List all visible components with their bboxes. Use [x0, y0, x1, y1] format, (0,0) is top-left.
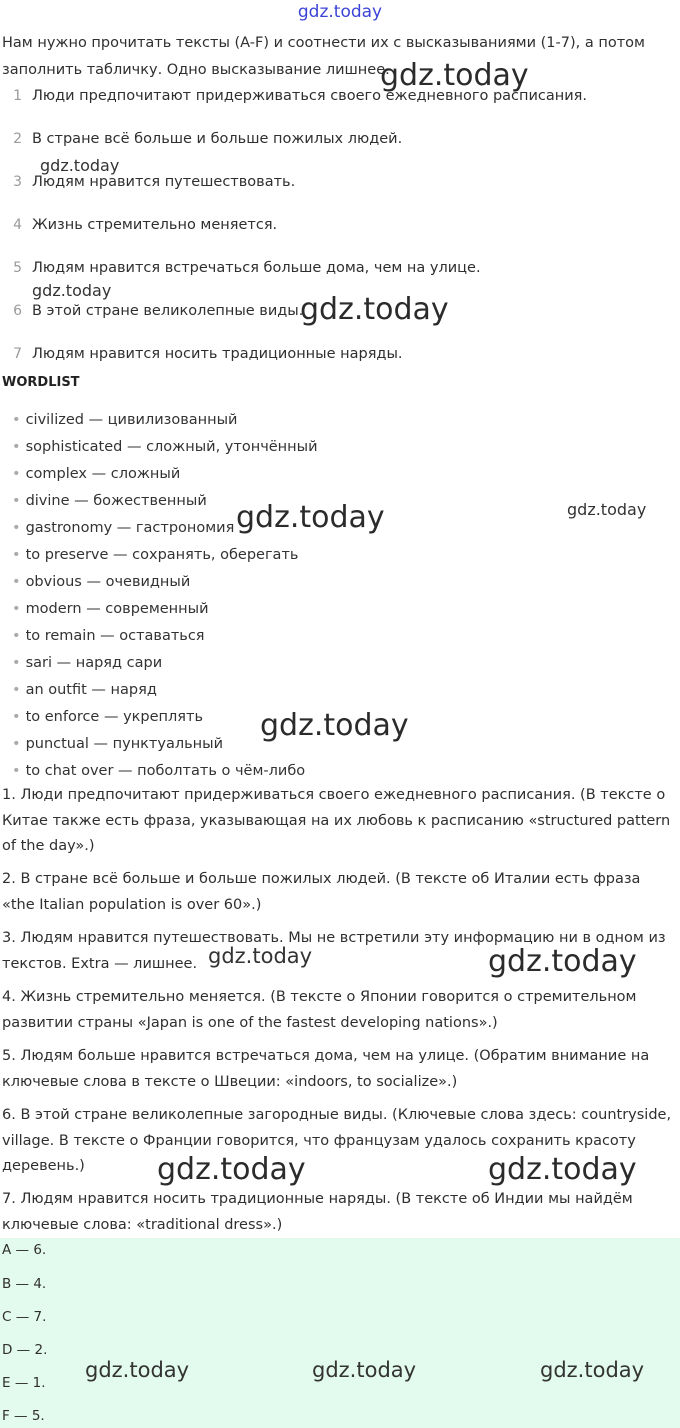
bullet-icon: •	[12, 655, 21, 671]
watermark: gdz.today	[488, 1152, 637, 1187]
wordlist-item: • divine — божественный	[12, 493, 207, 509]
wordlist-item: • gastronomy — гастрономия	[12, 520, 235, 536]
answer-paragraph: 6. В этой стране великолепные загородные виды. (Ключевые слова здесь: countryside, village. В тексте о Франции говорится, что французам удалось сохранить красоту деревень.)	[2, 1107, 672, 1174]
watermark: gdz.today	[488, 944, 637, 979]
wordlist-item: • punctual — пунктуальный	[12, 736, 224, 752]
answer-paragraph: 3. Людям нравится путешествовать. Мы не встретили эту информацию ни в одном из текстов. Extra — лишнее.	[2, 930, 666, 972]
answer-paragraph: 4. Жизнь стремительно меняется. (В тексте о Японии говорится о стремительном развитии страны «Japan is one of the fastest developing nations».)	[2, 989, 637, 1031]
answer-key-item: B — 4.	[2, 1276, 47, 1292]
wordlist-item: • sophisticated — сложный, утончённый	[12, 439, 318, 455]
wordlist-item: • civilized — цивилизованный	[12, 412, 238, 428]
wordlist-item: • obvious — очевидный	[12, 574, 191, 590]
answer-paragraph: 5. Людям больше нравится встречаться дома, чем на улице. (Обратим внимание на ключевые слова в тексте о Швеции: «indoors, to socialize».)	[2, 1048, 650, 1090]
wordlist-title: WORDLIST	[2, 375, 80, 390]
bullet-icon: •	[12, 439, 21, 455]
watermark: gdz.today	[85, 1358, 190, 1382]
bullet-icon: •	[12, 736, 21, 752]
wordlist-item: • to enforce — укреплять	[12, 709, 203, 725]
bullet-icon: •	[12, 574, 21, 590]
answer-key-item: A — 6.	[2, 1242, 47, 1258]
statement-number: 5	[13, 260, 22, 276]
statement-number: 3	[13, 174, 22, 190]
answer-key-item: F — 5.	[2, 1408, 45, 1424]
bullet-icon: •	[12, 412, 21, 428]
bullet-icon: •	[12, 493, 21, 509]
bullet-icon: •	[12, 682, 21, 698]
answer-key-item: C — 7.	[2, 1309, 47, 1325]
watermark: gdz.today	[380, 58, 529, 93]
answer-key-item: D — 2.	[2, 1342, 48, 1358]
statement-text: Люди предпочитают придерживаться своего ежедневного расписания.	[32, 88, 588, 104]
bullet-icon: •	[12, 763, 21, 779]
statement-number: 1	[13, 88, 22, 104]
header-watermark: gdz.today	[297, 2, 383, 22]
statement-number: 2	[13, 131, 22, 147]
wordlist-item: • sari — наряд сари	[12, 655, 163, 671]
task-intro: Нам нужно прочитать тексты (A-F) и соотнести их с высказываниями (1-7), а потом заполнить табличку. Одно высказывание лишнее.	[2, 35, 645, 78]
statement-number: 7	[13, 346, 22, 362]
watermark: gdz.today	[236, 500, 385, 535]
watermark: gdz.today	[157, 1152, 306, 1187]
watermark: gdz.today	[540, 1358, 645, 1382]
wordlist-item: • to chat over — поболтать о чём-либо	[12, 763, 306, 779]
answer-paragraph: 2. В стране всё больше и больше пожилых людей. (В тексте об Италии есть фраза «the Italian population is over 60».)	[2, 871, 641, 913]
bullet-icon: •	[12, 601, 21, 617]
wordlist-item: • an outfit — наряд	[12, 682, 157, 698]
wordlist-item: • to remain — оставаться	[12, 628, 205, 644]
watermark: gdz.today	[32, 281, 112, 300]
statement-text: Людям нравится носить традиционные наряды.	[32, 346, 403, 362]
watermark: gdz.today	[300, 292, 449, 327]
statement-text: В этой стране великолепные виды.	[32, 303, 304, 319]
statement-text: Людям нравится путешествовать.	[32, 174, 296, 190]
bullet-icon: •	[12, 466, 21, 482]
statement-text: Людям нравится встречаться больше дома, чем на улице.	[32, 260, 481, 276]
statement-number: 4	[13, 217, 22, 233]
answer-paragraph: 7. Людям нравится носить традиционные наряды. (В тексте об Индии мы найдём ключевые слова: «traditional dress».)	[2, 1191, 633, 1233]
wordlist-item: • to preserve — сохранять, оберегать	[12, 547, 299, 563]
bullet-icon: •	[12, 628, 21, 644]
watermark: gdz.today	[208, 944, 313, 968]
answer-key-panel	[0, 1238, 680, 1428]
answer-key-item: E — 1.	[2, 1375, 46, 1391]
statement-text: В стране всё больше и больше пожилых людей.	[32, 131, 403, 147]
watermark: gdz.today	[312, 1358, 417, 1382]
bullet-icon: •	[12, 520, 21, 536]
wordlist-item: • complex — сложный	[12, 466, 181, 482]
answer-paragraph: 1. Люди предпочитают придерживаться своего ежедневного расписания. (В тексте о Китае также есть фраза, указывающая на их любовь к расписанию «structured pattern of the day».)	[2, 787, 671, 854]
bullet-icon: •	[12, 709, 21, 725]
wordlist-item: • modern — современный	[12, 601, 209, 617]
statement-number: 6	[13, 303, 22, 319]
watermark: gdz.today	[567, 500, 647, 519]
bullet-icon: •	[12, 547, 21, 563]
watermark: gdz.today	[260, 708, 409, 743]
statement-text: Жизнь стремительно меняется.	[32, 217, 278, 233]
watermark: gdz.today	[40, 156, 120, 175]
